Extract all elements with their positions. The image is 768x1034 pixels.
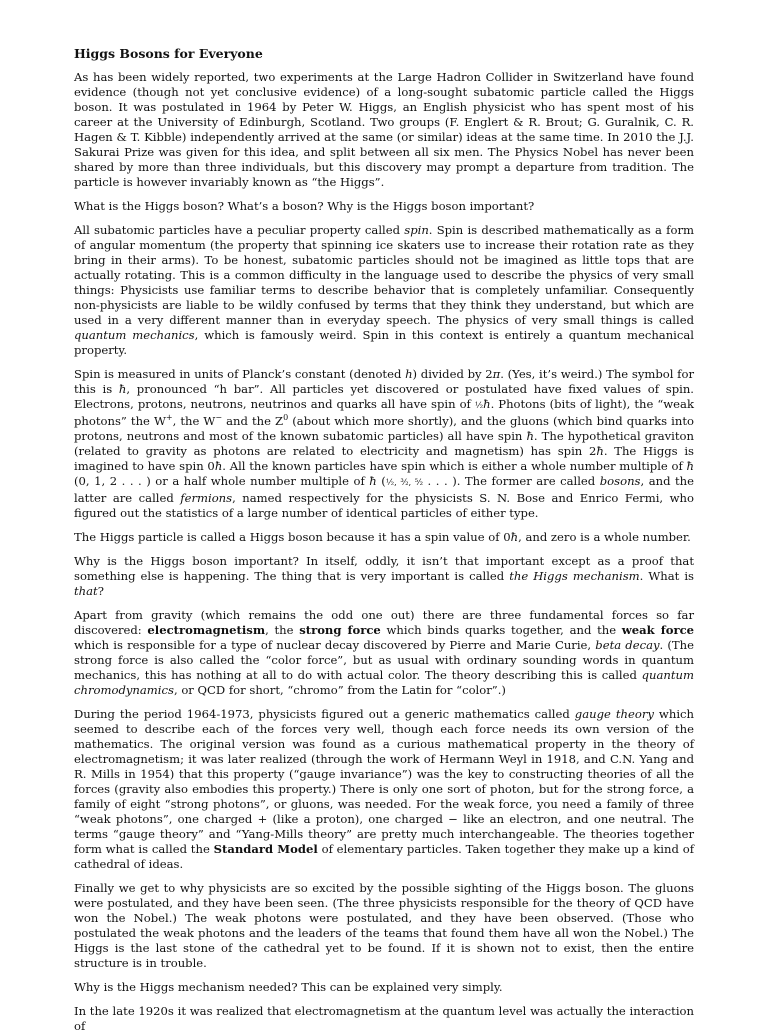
paragraph-questions: What is the Higgs boson? What’s a boson? Why is the Higgs boson important? <box>74 199 535 213</box>
paragraph-cathedral: Finally we get to why physicists are so excited by the possible sighting of the Higgs boson. The gluons were postulated, and they have been seen. (The three physicists responsible for the theory of QCD have won the Nobel.) The weak photons were postulated, and they have been observed. (Those who postulated the weak photons and the leaders of the teams that found them have all won the Nobel.) The Higgs is the last stone of the cathedral yet to be found. If it is shown not to exist, then the entire structure is in trouble. <box>74 881 694 970</box>
term-higgs-mechanism: the Higgs mechanism <box>509 569 640 583</box>
symbol-hbar: ħ <box>686 459 694 473</box>
text-run: ? <box>97 584 104 598</box>
text-run: . The hypothetical graviton (related to gravity as photons are related to electricity and magnetism) has spin 2 <box>74 429 694 458</box>
text-run: , or QCD for short, “chromo” from the Latin for “color”.) <box>173 683 506 697</box>
symbol-hbar: ħ <box>118 382 127 396</box>
text-run: (0, 1, 2 . . . ) or a half whole number multiple of <box>74 474 370 488</box>
term-gauge-theory: gauge theory <box>574 707 654 721</box>
term-electromagnetism: electromagnetism <box>147 623 266 637</box>
symbol-hbar: ħ <box>510 530 519 544</box>
symbol-hbar: ħ <box>596 444 604 458</box>
term-quantum-mechanics: quantum mechanics <box>74 328 195 342</box>
term-standard-model: Standard Model <box>213 842 318 856</box>
term-spin: spin <box>404 223 429 237</box>
text-run: and the Z <box>222 414 284 428</box>
text-run: Why is the Higgs boson important? In itself, oddly, it isn’t that important except as a proof that something else is happening. The thing that is very important is called <box>74 554 694 583</box>
term-strong-force: strong force <box>299 623 381 637</box>
text-run: During the period 1964-1973, physicists figured out a generic mathematics called <box>74 707 575 721</box>
symbol-pi: π <box>492 367 501 381</box>
text-run: ( <box>376 474 386 488</box>
text-run: , and the latter are called <box>74 474 695 505</box>
text-run: , pronounced “h bar”. All particles yet discovered or postulated have fixed values of spin. Electrons, protons, neutrons, neutrinos and quarks all have spin of <box>74 382 694 411</box>
text-run: . (Yes, it’s weird.) The symbol for this is <box>74 367 694 396</box>
text-run: . Photons (bits of light), the “weak photons” the W <box>74 397 694 428</box>
text-run: , the W <box>172 414 216 428</box>
text-run: . Spin is described mathematically as a form of angular momentum (the property that spinning ice skaters use to increase their rotation rate as they bring in their arms). To be honest, subatomic particles should not be imagined as little tops that are actually rotating. This is a common difficulty in the language used to describe the physics of very small things: Physicists use familiar terms to describe behavior that is completely unfamiliar. Consequently non-physicists are liable to be wildly confused by terms that they think they understand, but which are used in a very different manner than in everyday speech. The physics of very small things is called <box>74 223 694 327</box>
paragraph-importance <box>74 554 694 599</box>
symbol-hbar: ħ <box>214 459 223 473</box>
text-run: Spin is measured in units of Planck’s constant (denoted <box>74 367 406 381</box>
text-run: ) divided by 2 <box>412 367 493 381</box>
text-run: . The Higgs is imagined to have spin 0 <box>74 444 694 473</box>
fraction-list: ½, ³⁄₂, ⁵⁄₂ <box>385 478 424 488</box>
text-run: (about which more shortly), and the gluons (which bind quarks into protons, neutrons and most of the known subatomic particles) all have spin <box>74 414 694 443</box>
text-run: . (The strong force is also called the “color force”, but as usual with ordinary sounding words in quantum mechanics, this has nothing at all to do with actual color. The theory describing this is called <box>74 638 694 682</box>
term-bosons: bosons <box>599 474 641 488</box>
fraction-half: ½ <box>474 401 484 411</box>
text-run: The Higgs particle is called a Higgs boson because it has a spin value of 0 <box>74 530 511 544</box>
text-run: , which is famously weird. Spin in this context is entirely a quantum mechanical property. <box>74 328 694 357</box>
text-run: . . . ). The former are called <box>423 474 600 488</box>
paragraph-spin <box>74 223 694 358</box>
document-title: Higgs Bosons for Everyone <box>74 46 263 61</box>
text-run: which is responsible for a type of nuclear decay discovered by Pierre and Marie Curie, <box>74 638 596 652</box>
term-weak-force: weak force <box>621 623 695 637</box>
text-run: . All the known particles have spin which is either a whole number multiple of <box>222 459 687 473</box>
paragraph-higgs-boson <box>74 530 694 545</box>
paragraph-1920s: In the late 1920s it was realized that electromagnetism at the quantum level was actually the interaction of <box>74 1004 694 1033</box>
paragraph-why-needed: Why is the Higgs mechanism needed? This can be explained very simply. <box>74 980 503 994</box>
symbol-hbar: ħ <box>483 397 491 411</box>
paragraph-gauge-theory <box>74 707 694 872</box>
text-run: which binds quarks together, and the <box>380 623 622 637</box>
superscript: − <box>215 413 223 423</box>
symbol-hbar: ħ <box>369 474 377 488</box>
text-run: All subatomic particles have a peculiar property called <box>74 223 405 237</box>
text-run: , named respectively for the physicists S. N. Bose and Enrico Fermi, who figured out the statistics of a large number of identical particles of either type. <box>74 491 694 520</box>
paragraph-planck <box>74 367 694 521</box>
text-run: . What is <box>639 569 694 583</box>
text-run: , and zero is a whole number. <box>518 530 691 544</box>
superscript: 0 <box>283 413 289 423</box>
text-run: which seemed to describe each of the forces very well, though each force needs its own version of the mathematics. The original version was found as a curious mathematical property in the theory of electromagnetism; it was later realized (through the work of Hermann Weyl in 1918, and C.N. Yang and R. Mills in 1954) that this property (“gauge invariance”) was the key to constructing theories of all the forces (gravity also embodies this property.) There is only one sort of photon, but for the strong force, a family of eight “strong photons”, or gluons, was needed. For the weak force, you need a family of three “weak photons”, one charged + (like a proton), one charged − like an electron, and one neutral. The terms “gauge theory” and “Yang-Mills theory” are pretty much interchangeable. The theories together form what is called the <box>74 707 694 856</box>
superscript: + <box>165 413 173 423</box>
term-that: that <box>74 584 98 598</box>
text-run: of elementary particles. Taken together they make up a kind of cathedral of ideas. <box>74 842 694 871</box>
paragraph-intro: As has been widely reported, two experiments at the Large Hadron Collider in Switzerland have found evidence (though not yet conclusive evidence) of a long-sought subatomic particle called the Higgs boson. It was postulated in 1964 by Peter W. Higgs, an English physicist who has spent most of his career at the University of Edinburgh, Scotland. Two groups (F. Englert & R. Brout; G. Guralnik, C. R. Hagen & T. Kibble) independently arrived at the same (or similar) ideas at the same time. In 2010 the J.J. Sakurai Prize was given for this idea, and split between all six men. The Physics Nobel has never been shared by more than three individuals, but this discovery may prompt a departure from tradition. The particle is however invariably known as “the Higgs”. <box>74 70 694 189</box>
text-run: , the <box>265 623 300 637</box>
symbol-h: h <box>405 367 413 381</box>
text-run: Apart from gravity (which remains the odd one out) there are three fundamental forces so far discovered: <box>74 608 694 637</box>
symbol-hbar: ħ <box>526 429 534 443</box>
term-qcd: quantum chromodynamics <box>74 668 694 697</box>
term-fermions: fermions <box>180 491 233 505</box>
term-beta-decay: beta decay <box>595 638 660 652</box>
paragraph-forces <box>74 608 694 698</box>
